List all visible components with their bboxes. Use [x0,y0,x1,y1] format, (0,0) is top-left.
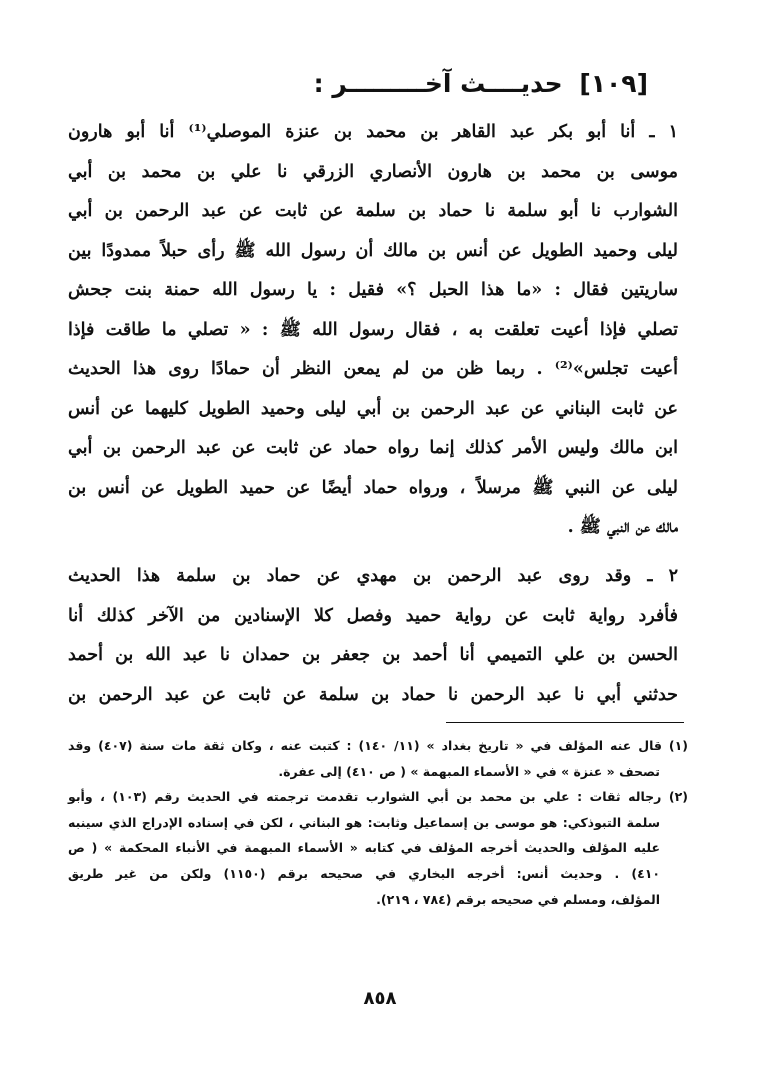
text-line: تصلي فإذا أعيت تعلقت به ، فقال رسول الله ﷺ : « تصلي ما طاقت فإذا [68,319,678,340]
footnote-divider [446,722,684,723]
footnote-line: عليه المؤلف والحديث أخرجه المؤلف في كتابه « الأسماء المبهمة في الأنباء المحكمة » ( ص [68,840,660,856]
footnotes [68,733,688,912]
footnote-line: تصحف « عنزة » في « الأسماء المبهمة » ( ص ٤١٠) إلى عفرة. [278,763,660,779]
paragraph-1 [68,113,678,548]
text-line: الشوارب نا أبو سلمة نا حماد بن سلمة عن ثابت عن عبد الرحمن بن أبي [68,201,678,221]
text-line: مالك عن النبي ﷺ . [567,517,678,537]
footnote-line: المؤلف، ومسلم في صحيحه برقم (٧٨٤ ، ٢١٩). [376,891,660,907]
text-line: ليلى وحميد الطويل عن أنس بن مالك أن رسول الله ﷺ رأى حبلاً ممدودًا بين [68,240,678,261]
footnote-line: (٢) رجاله ثقات : علي بن محمد بن أبي الشوارب تقدمت ترجمته في الحديث رقم (١٠٣) ، وأبو [68,789,689,805]
footnote-line: سلمة التبوذكي: هو موسى بن إسماعيل وثابت: هو البناني ، لكن في إسناده الإدراج الذي سينبه [68,814,660,830]
text-line: أعيت تجلس»⁽²⁾ . ربما ظن من لم يمعن النظر أن حمادًا روى هذا الحديث [68,359,678,379]
text-line: موسى بن محمد بن هارون الأنصاري الزرقي نا علي بن محمد بن أبي [68,161,678,182]
hadith-heading [248,62,648,106]
hadith-title: حديــــث آخـــــــــر : [313,69,563,98]
text-line: عن ثابت البناني عن عبد الرحمن بن أبي ليلى وحميد الطويل كليهما عن أنس [68,398,678,419]
paragraph-2 [68,557,678,715]
footnote-line: ٤١٠) . وحديث أنس: أخرجه البخاري في صحيحه برقم (١١٥٠) ولكن من غير طريق [68,865,660,881]
text-line: حدثني أبي نا عبد الرحمن نا حماد بن سلمة عن ثابت عن عبد الرحمن بن [68,684,678,705]
page-number: ٨٥٨ [363,988,397,1009]
text-line: ١ ـ أنا أبو بكر عبد القاهر بن محمد بن عنزة الموصلي⁽¹⁾ أنا أبو هارون [68,122,678,142]
hadith-number: [١٠٩] [579,69,648,98]
text-line: فأفرد رواية ثابت عن رواية حميد وفصل كلا الإسنادين من الآخر كذلك أنا [68,605,678,626]
text-line: الحسن بن علي التميمي أنا أحمد بن جعفر بن حمدان نا عبد الله بن أحمد [68,645,678,665]
text-line: ٢ ـ وقد روى عبد الرحمن بن مهدي عن حماد بن سلمة هذا الحديث [68,566,678,586]
text-line: ساريتين فقال : «ما هذا الحبل ؟» فقيل : يا رسول الله حمنة بنت جحش [68,280,678,300]
footnote-line: (١) قال عنه المؤلف في « تاريخ بغداد » (١١/ ١٤٠) : كتبت عنه ، وكان ثقة مات سنة (٤٠٧) وقد [68,738,688,753]
text-line: ليلى عن النبي ﷺ مرسلاً ، ورواه حماد أيضًا عن حميد الطويل عن أنس بن [68,477,678,498]
text-line: ابن مالك وليس الأمر كذلك إنما رواه حماد عن ثابت عن عبد الرحمن بن أبي [68,438,678,458]
